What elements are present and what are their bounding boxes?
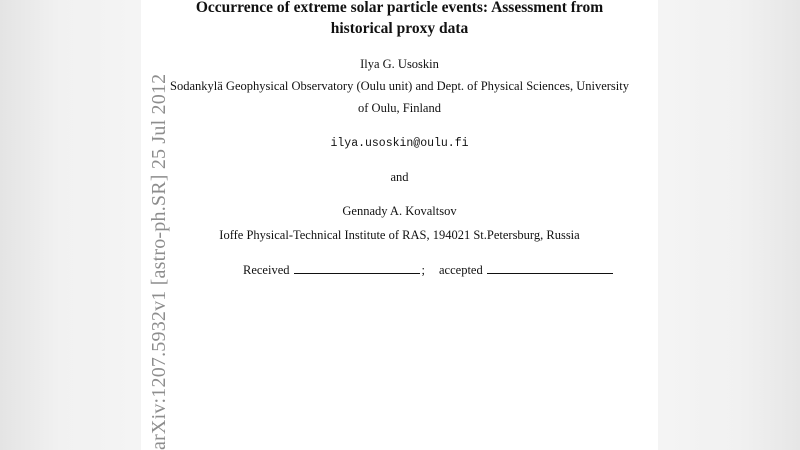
received-accepted-row [243, 262, 613, 278]
paper-page [141, 0, 658, 450]
affiliation-1-line-2: of Oulu, Finland [358, 101, 441, 115]
affiliation-1-line-1: Sodankylä Geophysical Observatory (Oulu unit) and Dept. of Physical Sciences, University [170, 79, 629, 93]
affiliation-2: Ioffe Physical-Technical Institute of RAS, 194021 St.Petersburg, Russia [219, 228, 580, 242]
received-blank-line [294, 263, 420, 274]
received-label: Received [243, 263, 290, 277]
title-line-1: Occurrence of extreme solar particle events: Assessment from [195, 0, 604, 16]
author-email: ilya.usoskin@oulu.fi [330, 137, 469, 150]
title-line-2: historical proxy data [330, 20, 469, 37]
arxiv-stamp: arXiv:1207.5932v1 [astro-ph.SR] 25 Jul 2012 [148, 73, 170, 450]
author-2: Gennady A. Kovaltsov [342, 204, 457, 218]
paper-title [141, 0, 658, 39]
accepted-label: accepted [439, 263, 483, 277]
and-connector: and [390, 170, 409, 184]
separator: ; [421, 263, 425, 277]
accepted-blank-line [487, 263, 613, 274]
author-1: Ilya G. Usoskin [360, 57, 439, 71]
